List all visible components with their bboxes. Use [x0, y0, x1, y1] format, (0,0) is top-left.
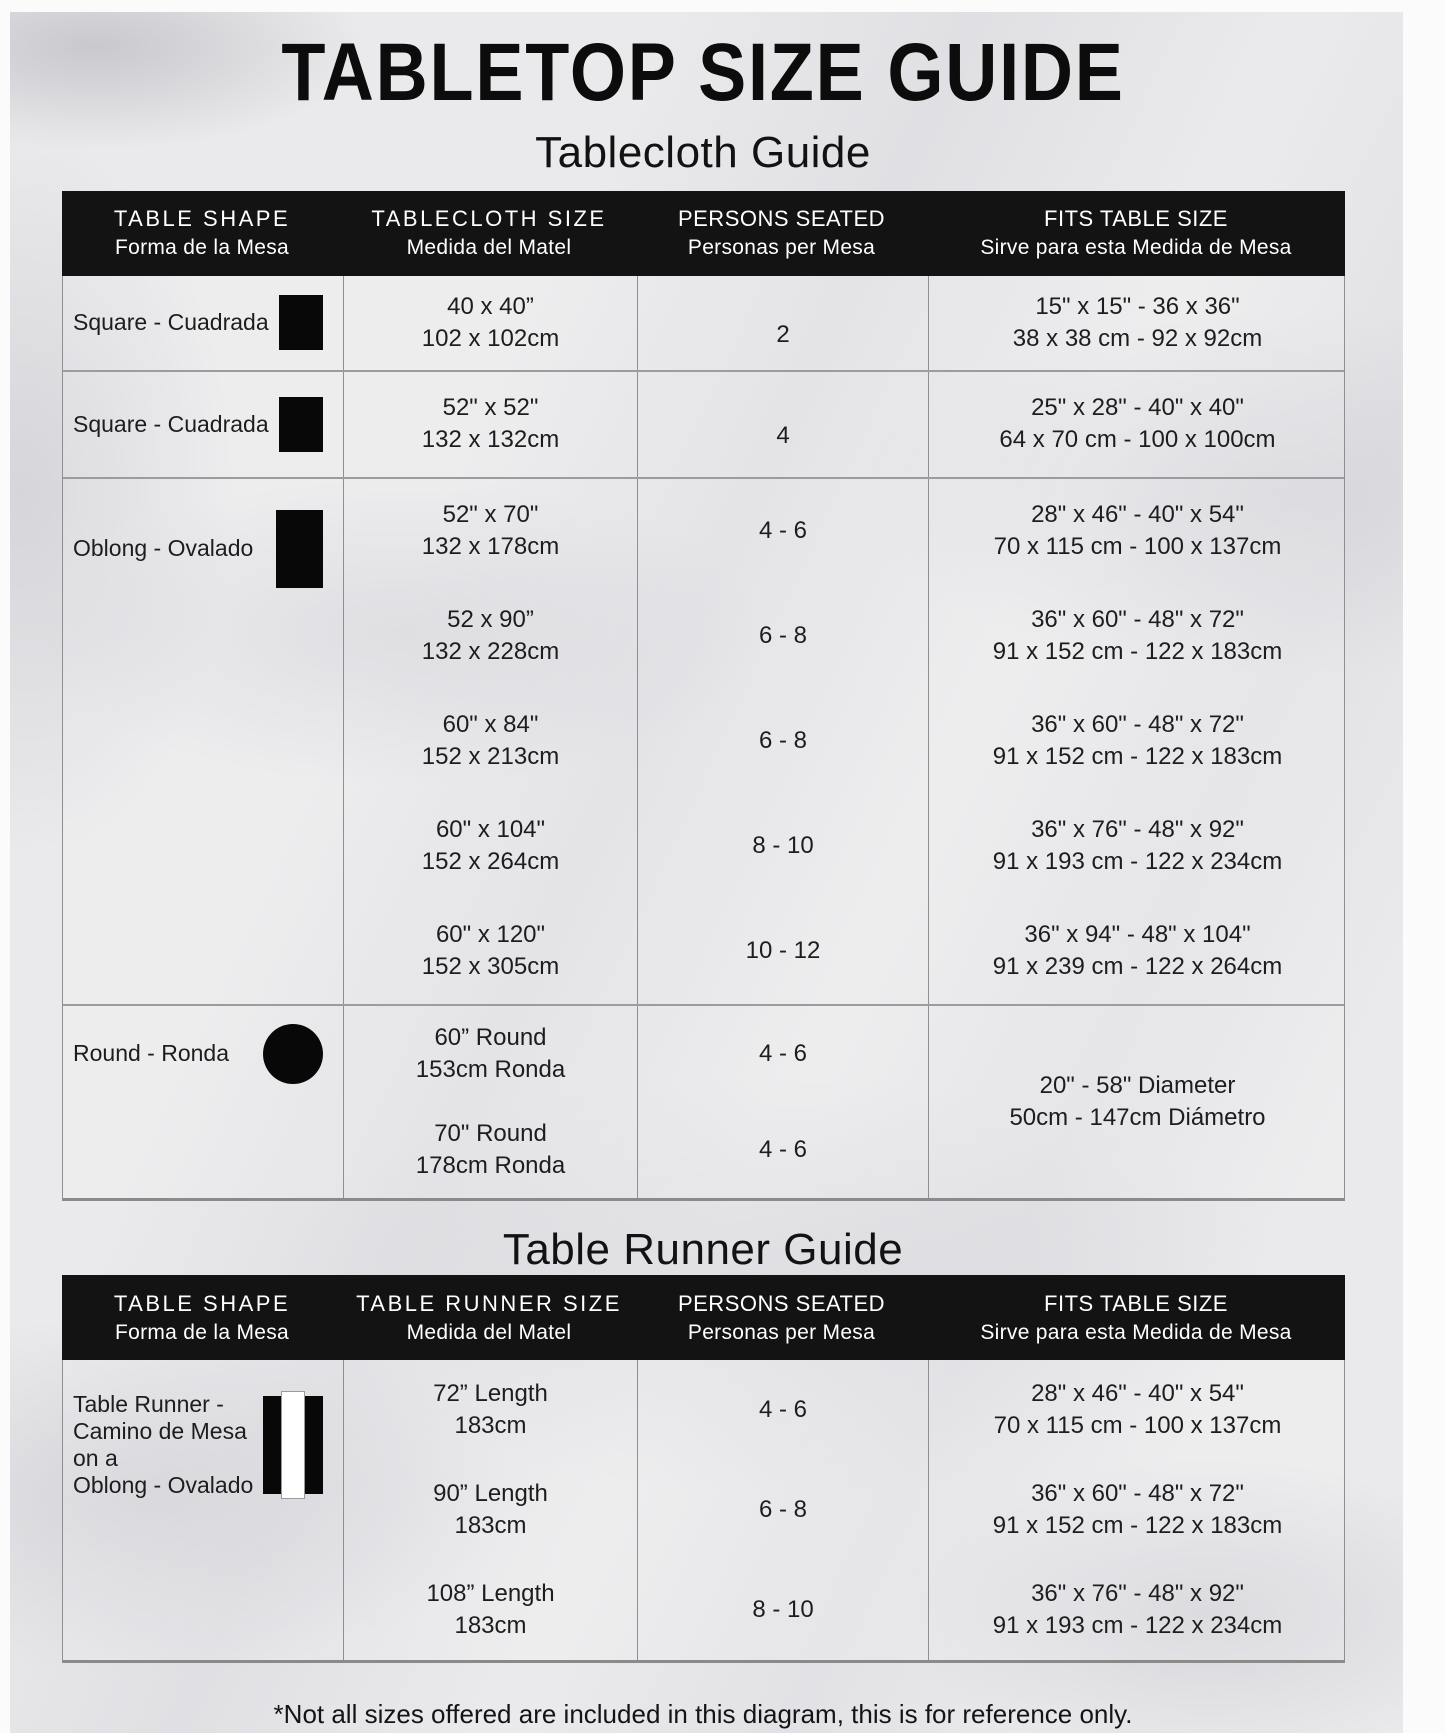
- fits-line-2: 91 x 193 cm - 122 x 234cm: [992, 848, 1283, 876]
- persons-cell: [637, 899, 928, 1004]
- size-line-1: 60" x 120": [435, 921, 546, 949]
- fits-cell: [928, 584, 1346, 689]
- tablecloth-guide-table: [62, 191, 1345, 1201]
- persons-cell: [637, 372, 928, 477]
- fits-line-2: 70 x 115 cm - 100 x 137cm: [993, 533, 1282, 561]
- size-line-2: 132 x 228cm: [421, 638, 560, 666]
- size-cell: [343, 276, 637, 370]
- fits-line-2: 38 x 38 cm - 92 x 92cm: [1012, 324, 1263, 352]
- header-fits-table-size: [927, 191, 1345, 276]
- fits-cell: [928, 1360, 1346, 1460]
- header-subtitle: Sirve para esta Medida de Mesa: [980, 236, 1292, 260]
- table-row: [63, 372, 1344, 479]
- header-title: FITS TABLE SIZE: [1044, 1290, 1228, 1316]
- size-line-2: 183cm: [454, 1412, 527, 1440]
- fits-line-2: 91 x 239 cm - 122 x 264cm: [992, 953, 1283, 981]
- size-line-1: 40 x 40”: [447, 292, 534, 320]
- persons-cell: [637, 1360, 928, 1460]
- header-table-shape: [62, 1275, 342, 1360]
- size-cell: [343, 899, 637, 1004]
- footnote: *Not all sizes offered are included in this diagram, this is for reference only.: [273, 1699, 1133, 1730]
- header-title: PERSONS SEATED: [677, 206, 886, 232]
- size-line-2: 132 x 178cm: [421, 533, 560, 561]
- size-line-1: 60" x 104": [435, 816, 546, 844]
- shape-label-line: Oblong - Ovalado: [73, 1472, 254, 1499]
- square-icon: [279, 397, 323, 452]
- shape-label: Oblong - Ovalado: [73, 535, 254, 562]
- persons-cell: [637, 276, 928, 370]
- size-line-2: 152 x 213cm: [421, 743, 560, 771]
- header-tablecloth-size: [342, 191, 636, 276]
- shape-label-line: on a: [73, 1445, 118, 1472]
- persons-value: 4 - 6: [758, 517, 808, 545]
- size-cell: [343, 1360, 637, 1460]
- fits-line-1: 28" x 46" - 40" x 54": [1031, 501, 1244, 529]
- size-line-1: 52" x 52": [442, 394, 539, 422]
- fits-cell: [928, 372, 1346, 477]
- header-fits-table-size: [927, 1275, 1345, 1360]
- header-subtitle: Forma de la Mesa: [114, 236, 290, 260]
- persons-cell: [637, 584, 928, 689]
- table-row: [63, 1360, 1344, 1660]
- shape-label: [73, 1391, 253, 1499]
- header-title: TABLE SHAPE: [113, 1290, 291, 1316]
- table-runner-icon: [263, 1396, 323, 1494]
- size-line-1: 60” Round: [434, 1023, 547, 1051]
- runner-stripe: [281, 1391, 305, 1499]
- header-title: TABLECLOTH SIZE: [371, 206, 607, 232]
- fits-line-1: 25" x 28" - 40" x 40": [1031, 394, 1244, 422]
- size-line-1: 72” Length: [433, 1380, 548, 1408]
- size-line-2: 102 x 102cm: [421, 324, 560, 352]
- table-row: [63, 479, 1344, 1006]
- shape-label-line: Table Runner -: [73, 1391, 224, 1418]
- size-cell: [343, 1006, 637, 1102]
- header-subtitle: Medida del Matel: [406, 1320, 572, 1344]
- persons-cell: [637, 1460, 928, 1560]
- fits-line-2: 91 x 152 cm - 122 x 183cm: [992, 743, 1283, 771]
- size-line-2: 178cm Ronda: [415, 1151, 566, 1179]
- fits-cell: [928, 1560, 1346, 1660]
- fits-line-2: 91 x 152 cm - 122 x 183cm: [992, 638, 1283, 666]
- square-icon: [279, 295, 323, 350]
- header-subtitle: Medida del Matel: [406, 236, 572, 260]
- header-title: FITS TABLE SIZE: [1044, 206, 1228, 232]
- size-line-1: 60" x 84": [442, 711, 539, 739]
- fits-line-2: 64 x 70 cm - 100 x 100cm: [999, 426, 1276, 454]
- size-line-2: 152 x 264cm: [421, 848, 560, 876]
- shape-cell: [63, 372, 343, 477]
- persons-value: 8 - 10: [752, 1596, 814, 1624]
- shape-label: Round - Ronda: [73, 1040, 229, 1067]
- tablecloth-guide-heading: Tablecloth Guide: [535, 128, 871, 177]
- persons-value: 6 - 8: [758, 727, 808, 755]
- persons-value: 10 - 12: [745, 937, 821, 965]
- shape-label-line: Camino de Mesa: [73, 1418, 247, 1445]
- persons-value: 4: [776, 422, 790, 450]
- header-title: PERSONS SEATED: [677, 1290, 886, 1316]
- size-line-1: 70" Round: [434, 1119, 547, 1147]
- fits-line-1: 28" x 46" - 40" x 54": [1031, 1380, 1244, 1408]
- size-line-1: 52 x 90”: [447, 606, 534, 634]
- shape-cell: [63, 276, 343, 370]
- size-cell: [343, 689, 637, 794]
- fits-line-1: 36" x 60" - 48" x 72": [1031, 711, 1244, 739]
- persons-cell: [637, 1102, 928, 1198]
- persons-value: 6 - 8: [758, 1496, 808, 1524]
- fits-cell: [928, 899, 1346, 1004]
- size-cell: [343, 584, 637, 689]
- header-subtitle: Personas per Mesa: [687, 236, 876, 260]
- fits-line-2: 70 x 115 cm - 100 x 137cm: [993, 1412, 1282, 1440]
- fits-cell: [928, 479, 1346, 584]
- size-line-1: 52" x 70": [442, 501, 539, 529]
- persons-value: 4 - 6: [758, 1396, 808, 1424]
- shape-cell: [63, 479, 343, 1004]
- table-runner-guide-table: [62, 1275, 1345, 1663]
- persons-value: 2: [776, 320, 790, 348]
- size-line-1: 108” Length: [426, 1580, 555, 1608]
- fits-line-1: 36" x 60" - 48" x 72": [1031, 1480, 1244, 1508]
- size-line-2: 183cm: [454, 1512, 527, 1540]
- persons-cell: [637, 794, 928, 899]
- header-title: TABLE SHAPE: [113, 206, 291, 232]
- fits-cell: [928, 276, 1346, 370]
- shape-label: Square - Cuadrada: [73, 410, 269, 437]
- table-row: [63, 276, 1344, 372]
- persons-cell: [637, 479, 928, 584]
- size-line-2: 132 x 132cm: [421, 426, 560, 454]
- table-runner-guide-heading: Table Runner Guide: [502, 1224, 904, 1274]
- oblong-icon: [276, 510, 323, 588]
- size-cell: [343, 372, 637, 477]
- fits-line-2: 91 x 193 cm - 122 x 234cm: [992, 1612, 1283, 1640]
- shape-cell: [63, 1006, 343, 1198]
- tablecloth-table-body: [62, 276, 1345, 1201]
- size-line-1: 90” Length: [433, 1480, 548, 1508]
- size-cell: [343, 1102, 637, 1198]
- fits-cell: [928, 1460, 1346, 1560]
- persons-value: 8 - 10: [752, 832, 814, 860]
- persons-value: 4 - 6: [758, 1039, 808, 1067]
- runner-table-body: [62, 1360, 1345, 1663]
- fits-line-1: 15" x 15" - 36 x 36": [1035, 292, 1240, 320]
- size-cell: [343, 794, 637, 899]
- header-table-shape: [62, 191, 342, 276]
- fits-line-1: 20" - 58" Diameter: [1039, 1071, 1236, 1099]
- fits-line-1: 36" x 94" - 48" x 104": [1024, 921, 1251, 949]
- header-table-runner-size: [342, 1275, 636, 1360]
- size-cell: [343, 1460, 637, 1560]
- circle-icon: [263, 1024, 323, 1084]
- size-line-2: 153cm Ronda: [415, 1055, 566, 1083]
- fits-cell: [928, 689, 1346, 794]
- size-line-2: 183cm: [454, 1612, 527, 1640]
- size-line-2: 152 x 305cm: [421, 953, 560, 981]
- fits-line-1: 36" x 76" - 48" x 92": [1031, 1580, 1244, 1608]
- persons-value: 6 - 8: [758, 622, 808, 650]
- tablecloth-table-header: [62, 191, 1345, 276]
- header-title: TABLE RUNNER SIZE: [356, 1290, 622, 1316]
- page-title: TABLETOP SIZE GUIDE: [281, 27, 1125, 118]
- header-persons-seated: [636, 191, 927, 276]
- shape-cell: [63, 1360, 343, 1660]
- fits-cell: [928, 794, 1346, 899]
- fits-cell: [928, 1006, 1346, 1198]
- header-subtitle: Personas per Mesa: [687, 1320, 876, 1344]
- size-cell: [343, 479, 637, 584]
- header-subtitle: Sirve para esta Medida de Mesa: [980, 1320, 1292, 1344]
- persons-cell: [637, 689, 928, 794]
- persons-cell: [637, 1560, 928, 1660]
- runner-table-header: [62, 1275, 1345, 1360]
- size-cell: [343, 1560, 637, 1660]
- fits-line-1: 36" x 76" - 48" x 92": [1031, 816, 1244, 844]
- fits-line-1: 36" x 60" - 48" x 72": [1031, 606, 1244, 634]
- fits-line-2: 50cm - 147cm Diámetro: [1009, 1103, 1266, 1131]
- table-row: [63, 1006, 1344, 1198]
- header-subtitle: Forma de la Mesa: [114, 1320, 290, 1344]
- persons-value: 4 - 6: [758, 1135, 808, 1163]
- header-persons-seated: [636, 1275, 927, 1360]
- persons-cell: [637, 1006, 928, 1102]
- shape-label: Square - Cuadrada: [73, 309, 269, 336]
- fits-line-2: 91 x 152 cm - 122 x 183cm: [992, 1512, 1283, 1540]
